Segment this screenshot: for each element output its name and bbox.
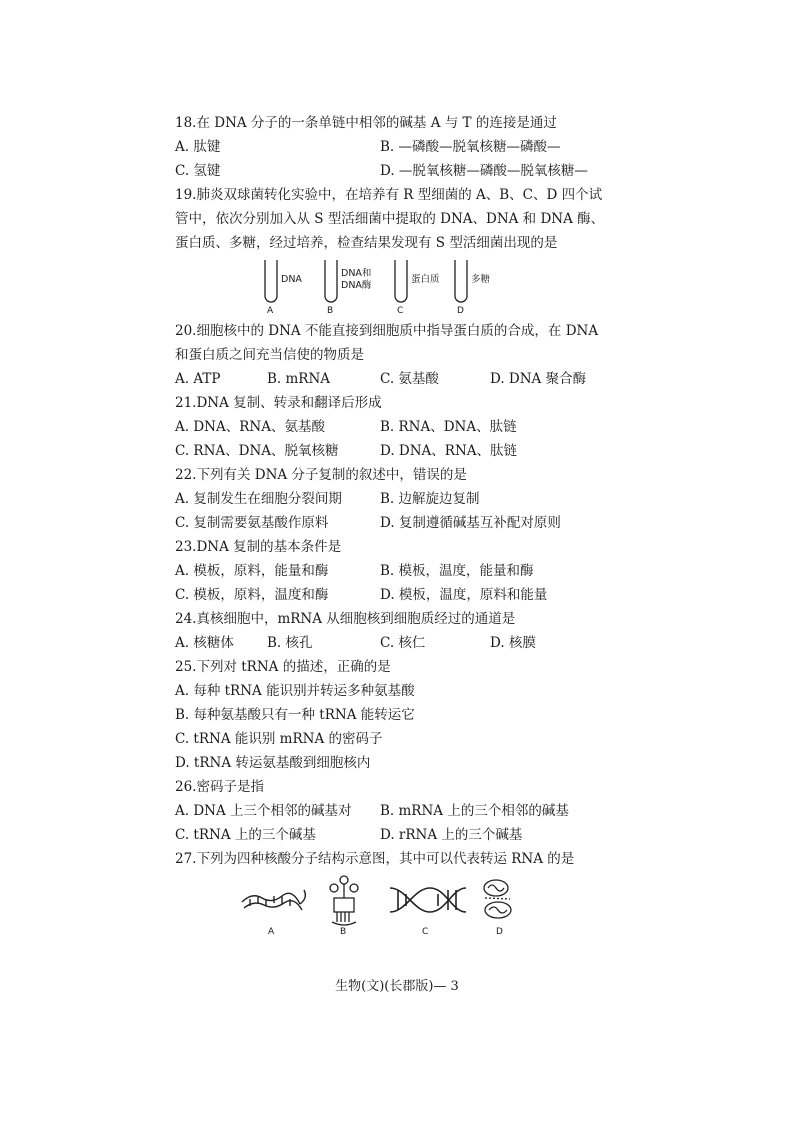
q19-tubes-svg bbox=[255, 258, 515, 318]
q26-option-c: C. tRNA 上的三个碱基 bbox=[175, 827, 316, 843]
q21-stem: 21.DNA 复制、转录和翻译后形成 bbox=[175, 395, 382, 411]
q24-option-a: A. 核糖体 bbox=[175, 635, 234, 651]
q26-option-a: A. DNA 上三个相邻的碱基对 bbox=[175, 803, 352, 819]
q23-option-a: A. 模板，原料，能量和酶 bbox=[175, 563, 329, 579]
q27-label-d: D bbox=[496, 927, 503, 937]
rrna-cluster-icon bbox=[484, 880, 511, 918]
q26-stem: 26.密码子是指 bbox=[175, 779, 264, 795]
q20-stem: 20.细胞核中的 DNA 不能直接到细胞质中指导蛋白质的合成，在 DNA 和蛋白质之间充当信使的物质是 bbox=[175, 323, 599, 363]
q25-option-d: D. tRNA 转运氨基酸到细胞核内 bbox=[175, 755, 371, 771]
q18-option-b: B. —磷酸—脱氧核糖—磷酸— bbox=[380, 139, 561, 155]
q20-option-d: D. DNA 聚合酶 bbox=[490, 371, 587, 387]
q27-figure-svg bbox=[238, 872, 528, 942]
test-tube-c-icon bbox=[395, 260, 407, 302]
q18-option-d: D. —脱氧核糖—磷酸—脱氧核糖— bbox=[380, 163, 588, 179]
tube-b-label: B bbox=[327, 306, 334, 316]
q22-option-a: A. 复制发生在细胞分裂间期 bbox=[175, 491, 342, 507]
q25-option-c: C. tRNA 能识别 mRNA 的密码子 bbox=[175, 731, 383, 747]
q27-label-c: C bbox=[422, 927, 429, 937]
q24-option-c: C. 核仁 bbox=[380, 635, 426, 651]
q22-stem: 22.下列有关 DNA 分子复制的叙述中，错误的是 bbox=[175, 467, 467, 483]
q21-option-d: D. DNA、RNA、肽链 bbox=[380, 443, 518, 459]
q24-stem: 24.真核细胞中，mRNA 从细胞核到细胞质经过的通道是 bbox=[175, 611, 516, 627]
q23-option-b: B. 模板，温度，能量和酶 bbox=[380, 563, 534, 579]
q22-option-d: D. 复制遵循碱基互补配对原则 bbox=[380, 515, 561, 531]
q20-option-c: C. 氨基酸 bbox=[380, 371, 439, 387]
q23-option-c: C. 模板，原料，温度和酶 bbox=[175, 587, 329, 603]
q26-option-b: B. mRNA 上的三个相邻的碱基 bbox=[380, 803, 569, 819]
q27-nucleic-acid-figure bbox=[238, 872, 528, 942]
tube-d-content: 多糖 bbox=[471, 274, 491, 285]
dna-double-helix-icon bbox=[390, 888, 466, 912]
mrna-strand-icon bbox=[242, 890, 305, 910]
q18-stem: 18.在 DNA 分子的一条单链中相邻的碱基 A 与 T 的连接是通过 bbox=[175, 115, 557, 131]
tube-b-content-2: DNA酶 bbox=[341, 280, 372, 291]
tube-a-content: DNA bbox=[281, 274, 302, 285]
q21-option-a: A. DNA、RNA、氨基酸 bbox=[175, 419, 325, 435]
trna-cloverleaf-icon bbox=[330, 876, 358, 925]
q27-label-a: A bbox=[268, 927, 275, 937]
q19-test-tubes-figure bbox=[255, 258, 515, 318]
q24-option-b: B. 核孔 bbox=[267, 635, 313, 651]
q27-stem: 27.下列为四种核酸分子结构示意图，其中可以代表转运 RNA 的是 bbox=[175, 851, 575, 867]
q23-option-d: D. 模板，温度，原料和能量 bbox=[380, 587, 548, 603]
q21-option-c: C. RNA、DNA、脱氧核糖 bbox=[175, 443, 339, 459]
test-tube-b-icon bbox=[325, 260, 337, 302]
test-tube-d-icon bbox=[455, 260, 467, 302]
q20-option-a: A. ATP bbox=[175, 371, 221, 387]
q27-label-b: B bbox=[340, 927, 347, 937]
tube-d-label: D bbox=[457, 306, 464, 316]
q25-option-b: B. 每种氨基酸只有一种 tRNA 能转运它 bbox=[175, 707, 415, 723]
q25-option-a: A. 每种 tRNA 能识别并转运多种氨基酸 bbox=[175, 683, 415, 699]
q22-option-c: C. 复制需要氨基酸作原料 bbox=[175, 515, 329, 531]
tube-a-label: A bbox=[267, 306, 274, 316]
test-tube-a-icon bbox=[265, 260, 277, 302]
tube-c-label: C bbox=[397, 306, 404, 316]
page-footer: 生物(文)(长郡版)— 3 bbox=[335, 979, 459, 994]
q25-stem: 25.下列对 tRNA 的描述，正确的是 bbox=[175, 659, 391, 675]
q19-stem: 19.肺炎双球菌转化实验中，在培养有 R 型细菌的 A、B、C、D 四个试管中，依次分别加入从 S 型活细菌中提取的 DNA、DNA 和 DNA 酶、蛋白质、多糖，经过培养，检查结果发现有 S 型活细菌出现的是 bbox=[175, 187, 605, 251]
q20-option-b: B. mRNA bbox=[267, 371, 331, 387]
q21-option-b: B. RNA、DNA、肽链 bbox=[380, 419, 517, 435]
q26-option-d: D. rRNA 上的三个碱基 bbox=[380, 827, 523, 843]
q22-option-b: B. 边解旋边复制 bbox=[380, 491, 480, 507]
q18-option-a: A. 肽键 bbox=[175, 139, 221, 155]
q18-option-c: C. 氢键 bbox=[175, 163, 221, 179]
tube-c-content: 蛋白质 bbox=[411, 274, 440, 285]
q23-stem: 23.DNA 复制的基本条件是 bbox=[175, 539, 342, 555]
tube-b-content-1: DNA和 bbox=[341, 268, 372, 279]
q24-option-d: D. 核膜 bbox=[490, 635, 536, 651]
